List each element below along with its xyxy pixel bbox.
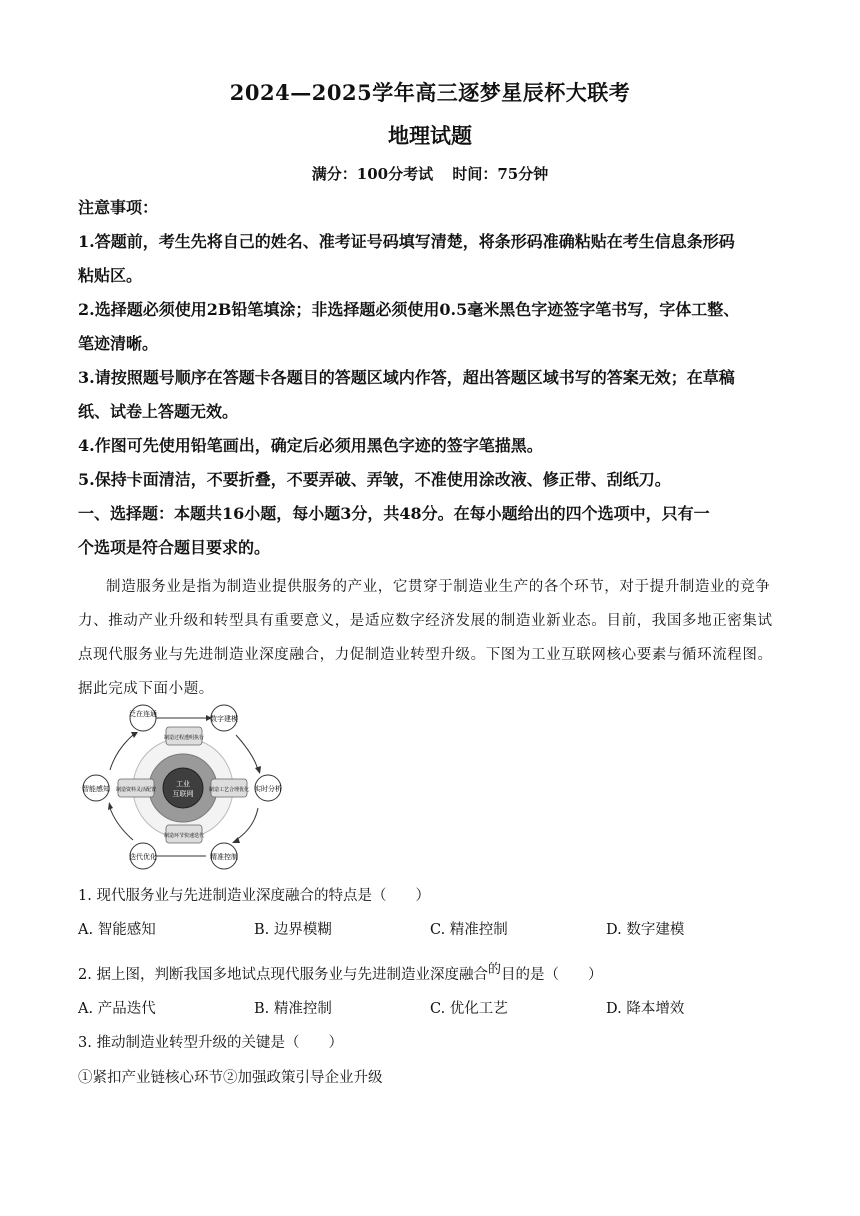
industrial-internet-diagram: [78, 700, 292, 872]
section-heading: 个选项是符合题目要求的。: [78, 538, 271, 557]
question-1-stem: 1. 现代服务业与先进制造业深度融合的特点是（ ）: [78, 888, 430, 904]
center-label-line: 工业: [176, 781, 190, 788]
passage-line: 据此完成下面小题。: [78, 681, 214, 697]
notice-line: 4.作图可先使用铅笔画出，确定后必须用黑色字迹的签字笔描黑。: [78, 436, 543, 455]
notice-line: 纸、试卷上答题无效。: [78, 402, 239, 421]
svg-text:制造资料灵活配置: 制造资料灵活配置: [115, 787, 157, 793]
exam-title: 2024—2025学年高三逐梦星辰杯大联考: [229, 80, 631, 105]
notice-line: 1.答题前，考生先将自己的姓名、准考证号码填写清楚，将条形码准确粘贴在考生信息条形码: [78, 232, 735, 251]
score-info: 满分：100分考试: [311, 165, 434, 183]
inner-box-3: [116, 779, 156, 797]
notice-heading: 注意事项：: [78, 198, 159, 217]
center-label-line: 互联网: [172, 791, 194, 798]
svg-text:实时分析: 实时分析: [254, 786, 282, 793]
notice-line: 2.选择题必须使用2B铅笔填涂；非选择题必须使用0.5毫米黑色字迹签字笔书写，字体工整、: [78, 300, 740, 319]
option-a[interactable]: A. 智能感知: [78, 922, 156, 938]
option-c[interactable]: C. 优化工艺: [430, 1001, 508, 1017]
section-heading: 一、选择题：本题共16小题，每小题3分，共48分。在每小题给出的四个选项中，只有一: [78, 504, 710, 523]
svg-text:泛在连通: 泛在连通: [129, 711, 157, 718]
inner-box-2: [164, 825, 204, 843]
question-2-stem: 2. 据上图，判断我国多地试点现代服务业与先进制造业深度融合$^的$目的是（ ）: [78, 962, 603, 983]
svg-text:制造工艺合理优化: 制造工艺合理优化: [208, 787, 250, 793]
option-b[interactable]: B. 精准控制: [254, 1001, 332, 1017]
outer-node-4: [129, 843, 157, 869]
passage-line: 力、推动产业升级和转型具有重要意义，是适应数字经济发展的制造业新业态。目前，我国多地正密集试: [78, 613, 773, 629]
outer-node-1: [210, 705, 238, 731]
passage-line: 制造服务业是指为制造业提供服务的产业，它贯穿于制造业生产的各个环节，对于提升制造业的竞争: [106, 579, 771, 595]
option-d[interactable]: D. 降本增效: [606, 1001, 685, 1017]
exam-meta: [0, 163, 860, 184]
notice-line: 5.保持卡面清洁，不要折叠，不要弄破、弄皱，不准使用涂改液、修正带、刮纸刀。: [78, 470, 671, 489]
option-a[interactable]: A. 产品迭代: [78, 1001, 156, 1017]
outer-node-3: [210, 843, 238, 869]
option-c[interactable]: C. 精准控制: [430, 922, 508, 938]
svg-text:制造环节快速迭代: 制造环节快速迭代: [163, 833, 205, 839]
option-b[interactable]: B. 边界模糊: [254, 922, 332, 938]
question-3-stem: 3. 推动制造业转型升级的关键是（ ）: [78, 1035, 343, 1051]
outer-node-2: [254, 775, 282, 801]
svg-text:制造过程透明执行: 制造过程透明执行: [163, 735, 205, 741]
notice-line: 笔迹清晰。: [78, 334, 159, 353]
inner-box-0: [164, 727, 204, 745]
subject-title: 地理试题: [388, 123, 472, 148]
passage-line: 点现代服务业与先进制造业深度融合，力促制造业转型升级。下图为工业互联网核心要素与循环流程图。: [78, 647, 773, 663]
option-d[interactable]: D. 数字建模: [606, 922, 685, 938]
outer-node-5: [82, 775, 110, 801]
time-info: 时间：75分钟: [452, 165, 549, 183]
question-3-statements: ①紧扣产业链核心环节②加强政策引导企业升级: [78, 1070, 383, 1086]
notice-line: 粘贴区。: [78, 266, 143, 285]
inner-box-1: [209, 779, 249, 797]
svg-text:迭代优化: 迭代优化: [129, 854, 157, 861]
svg-text:精准控制: 精准控制: [210, 854, 238, 861]
outer-node-0: [129, 705, 157, 731]
svg-text:智能感知: 智能感知: [82, 786, 110, 793]
notice-line: 3.请按照题号顺序在答题卡各题目的答题区域内作答，超出答题区域书写的答案无效；在草稿: [78, 368, 735, 387]
svg-text:数字建模: 数字建模: [210, 716, 238, 723]
